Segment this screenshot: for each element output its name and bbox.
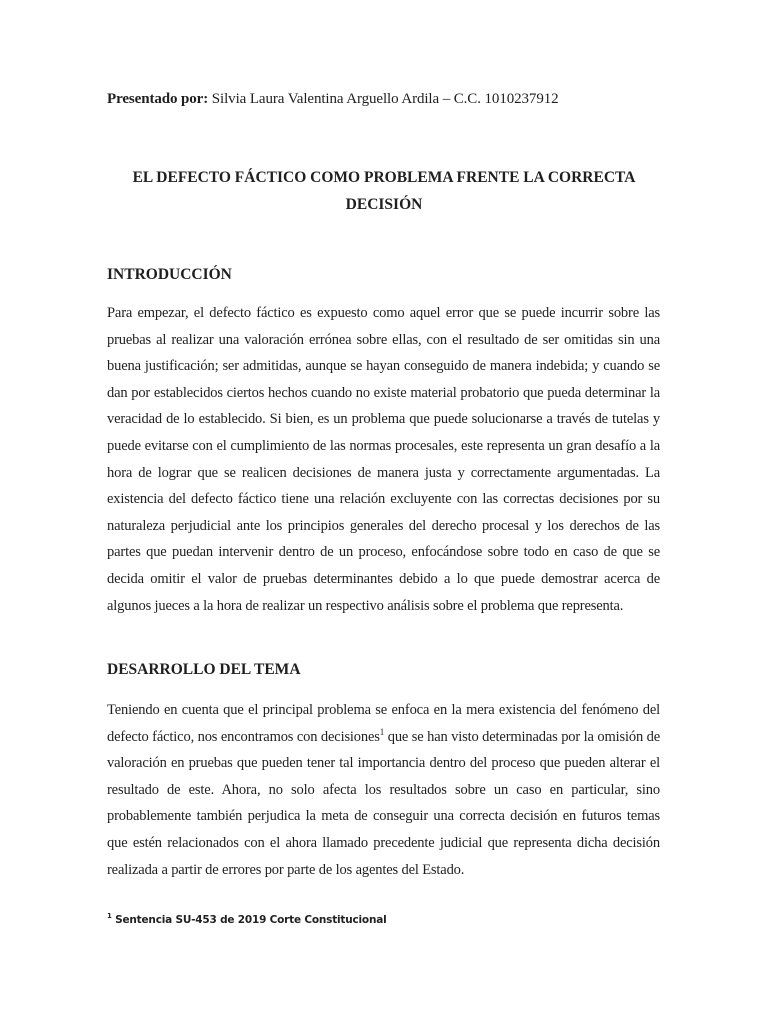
footnote-number: 1 bbox=[107, 912, 112, 920]
paragraph-desarrollo-part2: que se han visto determinadas por la omisión de valoración en pruebas que pueden tener tal importancia dentro del proceso que pueden alterar el resultado de este. Ahora, no solo afecta los resultados sobre un caso en particular, sino probablemente también perjudica la meta de conseguir una correcta decisión en futuros temas que estén relacionados con el ahora llamado precedente judicial que representa dicha decisión realizada a partir de errores por parte de los agentes del Estado. bbox=[107, 728, 660, 878]
paragraph-desarrollo-part1: Teniendo en cuenta que el principal problema se enfoca en la mera existencia del fenómeno del defecto fáctico, nos encontramos con decisiones bbox=[107, 702, 660, 745]
presenter-label: Presentado por: bbox=[107, 91, 209, 107]
presenter-line bbox=[107, 91, 559, 108]
section-heading-desarrollo: DESARROLLO DEL TEMA bbox=[107, 661, 301, 678]
presenter-value: Silvia Laura Valentina Arguello Ardila – C.C. 1010237912 bbox=[208, 91, 559, 107]
paragraph-desarrollo bbox=[107, 697, 660, 883]
document-title: EL DEFECTO FÁCTICO COMO PROBLEMA FRENTE LA CORRECTA DECISIÓN bbox=[132, 169, 636, 213]
footnote-text: Sentencia SU-453 de 2019 Corte Constitucional bbox=[111, 914, 387, 926]
section-heading-introduccion: INTRODUCCIÓN bbox=[107, 266, 232, 283]
footnote-reference: 1 bbox=[379, 726, 385, 737]
footnote bbox=[107, 914, 387, 926]
paragraph-introduccion: Para empezar, el defecto fáctico es expuesto como aquel error que se puede incurrir sobre las pruebas al realizar una valoración errónea sobre ellas, con el resultado de ser omitidas sin una buena justificación; ser admitidas, aunque se hayan conseguido de manera indebida; y cuando se dan por establecidos ciertos hechos cuando no existe material probatorio que pueda determinar la veracidad de lo establecido. Si bien, es un problema que puede solucionarse a través de tutelas y puede evitarse con el cumplimiento de las normas procesales, este representa un gran desafío a la hora de lograr que se realicen decisiones de manera justa y correctamente argumentadas. La existencia del defecto fáctico tiene una relación excluyente con las correctas decisiones por su naturaleza perjudicial ante los principios generales del derecho procesal y los derechos de las partes que puedan intervenir dentro de un proceso, enfocándose sobre todo en caso de que se decida omitir el valor de pruebas determinantes debido a lo que puede demostrar acerca de algunos jueces a la hora de realizar un respectivo análisis sobre el problema que representa. bbox=[107, 305, 660, 614]
